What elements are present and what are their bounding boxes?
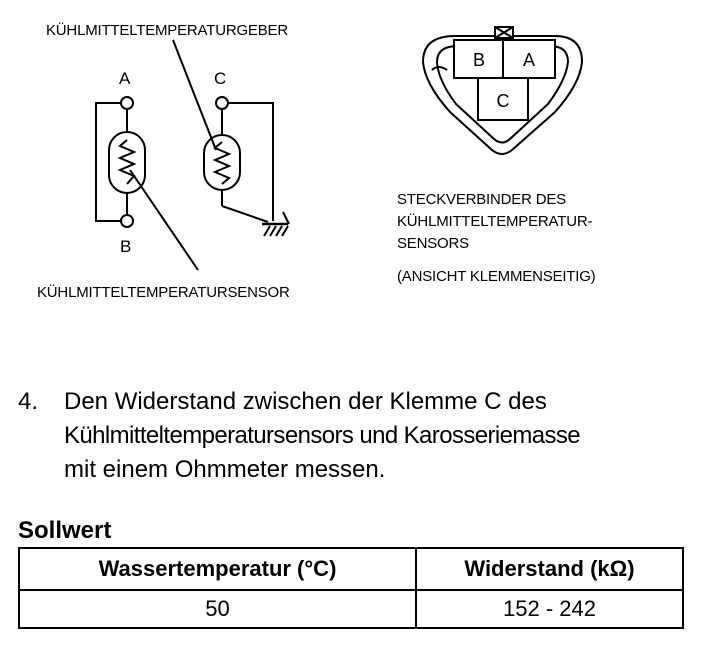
step-text-line-2: Kühlmitteltemperatursensors und Karosseriemasse [64,422,581,449]
column-header-water-temp: Wassertemperatur (°C) [19,548,416,590]
resistor-ab-icon [120,140,134,184]
terminal-a-label: A [119,69,131,88]
sensor-top-label: KÜHLMITTELTEMPERATURGEBER [46,22,288,39]
connector-caption-line-4: (ANSICHT KLEMMENSEITIG) [397,268,596,285]
terminal-c-label: C [214,69,227,88]
spec-header-row [19,548,683,590]
step-number: 4. [18,388,39,415]
connector-caption-line-1: STECKVERBINDER DES [397,191,566,208]
connector-pin-b: B [472,50,486,70]
resistor-c-icon [215,142,229,184]
sensor-bottom-label: KÜHLMITTELTEMPERATURSENSOR [37,284,290,301]
spec-heading: Sollwert [18,517,112,544]
terminal-b-label: B [120,237,132,256]
connector-caption-line-3: SENSORS [397,235,469,252]
circuit-frame-left [96,103,127,221]
cell-water-temp: 50 [19,590,416,628]
terminal-c-node [216,97,228,109]
terminal-b-node [121,215,133,227]
spec-table [18,547,684,629]
circuit-frame-right [222,103,273,221]
connector-pin-a: A [522,50,536,70]
column-header-resistance: Widerstand (kΩ) [416,548,683,590]
table-row [19,590,683,628]
connector-caption-line-2: KÜHLMITTELTEMPERATUR- [397,213,593,230]
connector-pin-c: C [496,91,510,111]
step-text-line-3: mit einem Ohmmeter messen. [64,456,386,483]
cell-resistance: 152 - 242 [416,590,683,628]
terminal-a-node [121,97,133,109]
step-text-line-1: Den Widerstand zwischen der Klemme C des [64,388,547,415]
